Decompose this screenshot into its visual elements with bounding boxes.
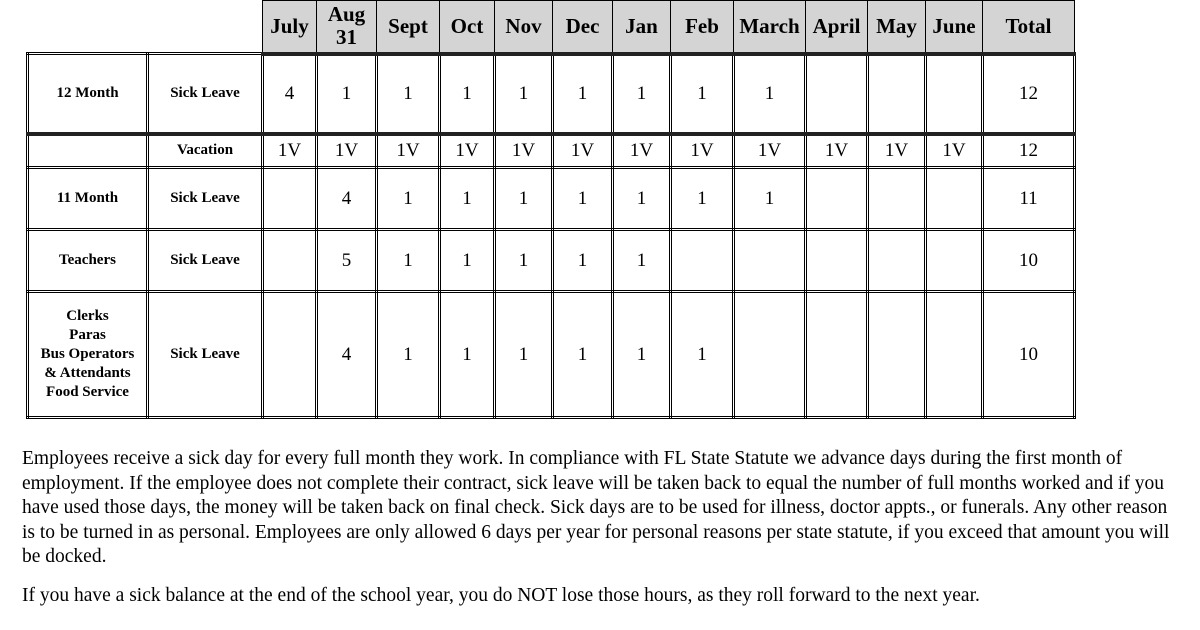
month-value-cell	[868, 292, 926, 418]
month-value-cell	[868, 168, 926, 230]
month-value-cell	[926, 168, 983, 230]
month-value-cell: 1	[553, 54, 613, 134]
month-value-cell	[926, 54, 983, 134]
month-value-cell: 1	[317, 54, 377, 134]
month-value-cell	[868, 54, 926, 134]
month-value-cell: 5	[317, 230, 377, 292]
total-cell: 10	[983, 230, 1075, 292]
total-cell: 10	[983, 292, 1075, 418]
employee-group-line: Teachers	[59, 252, 116, 268]
month-value-cell	[734, 230, 806, 292]
total-cell: 12	[983, 134, 1075, 168]
month-value-cell: 1	[495, 292, 553, 418]
month-header: June	[926, 1, 983, 54]
total-header: Total	[983, 1, 1075, 54]
month-header: Nov	[495, 1, 553, 54]
month-value-cell: 1	[613, 54, 671, 134]
month-value-cell	[671, 230, 734, 292]
employee-group-cell	[28, 168, 148, 230]
month-value-cell: 1	[671, 168, 734, 230]
month-value-cell: 4	[317, 168, 377, 230]
employee-group-cell	[28, 292, 148, 418]
leave-row	[28, 168, 1075, 230]
leave-row	[28, 230, 1075, 292]
month-value-cell: 1	[734, 54, 806, 134]
month-header: March	[734, 1, 806, 54]
month-value-cell	[868, 230, 926, 292]
month-value-cell: 1	[440, 292, 495, 418]
month-value-cell	[806, 168, 868, 230]
employee-group-line: & Attendants	[44, 365, 131, 381]
month-value-cell	[806, 292, 868, 418]
employee-group-cell	[28, 134, 148, 168]
leave-schedule-table	[26, 0, 1076, 419]
month-header: Aug 31	[317, 1, 377, 54]
month-value-cell: 1	[377, 168, 440, 230]
leave-type-cell: Sick Leave	[148, 230, 263, 292]
month-header-row	[28, 1, 1075, 54]
leave-type-cell: Sick Leave	[148, 54, 263, 134]
month-value-cell: 1	[440, 54, 495, 134]
month-value-cell: 1V	[868, 134, 926, 168]
month-value-cell: 1V	[263, 134, 317, 168]
month-value-cell	[263, 168, 317, 230]
month-value-cell	[926, 292, 983, 418]
header-blank-cell	[148, 1, 263, 54]
rollover-paragraph: If you have a sick balance at the end of the school year, you do NOT lose those hours, as they roll forward to the next year.	[22, 584, 980, 606]
employee-group-line: Paras	[69, 327, 106, 343]
employee-group-cell	[28, 230, 148, 292]
month-value-cell: 1	[377, 230, 440, 292]
month-value-cell: 1V	[377, 134, 440, 168]
policy-paragraph: Employees receive a sick day for every full month they work. In compliance with FL State Statute we advance days during the first month of employment. If the employee does not complete their contract, sick leave will be taken back to equal the number of full months worked and if you have used those days, the money will be taken back on final check. Sick days are to be used for illness, doctor appts., or funerals. Any other reason is to be turned in as personal. Employees are only allowed 6 days per year for personal reasons per state statute, if you exceed that amount you will be docked.	[22, 448, 1170, 567]
month-value-cell: 1V	[440, 134, 495, 168]
month-header: Feb	[671, 1, 734, 54]
total-cell: 12	[983, 54, 1075, 134]
month-value-cell: 4	[263, 54, 317, 134]
employee-group-line: 12 Month	[56, 84, 119, 101]
employee-group-line: Food Service	[46, 384, 129, 400]
policy-notes	[22, 447, 1182, 622]
header-blank-cell	[28, 1, 148, 54]
total-cell: 11	[983, 168, 1075, 230]
employee-group-line: Bus Operators	[40, 346, 135, 362]
month-value-cell	[806, 54, 868, 134]
month-header: Dec	[553, 1, 613, 54]
month-value-cell: 1V	[671, 134, 734, 168]
month-value-cell: 1	[495, 54, 553, 134]
leave-type-cell: Sick Leave	[148, 168, 263, 230]
month-value-cell: 1	[440, 230, 495, 292]
month-value-cell: 1	[671, 54, 734, 134]
month-value-cell: 1	[495, 230, 553, 292]
month-value-cell: 4	[317, 292, 377, 418]
month-value-cell	[263, 292, 317, 418]
month-value-cell: 1	[377, 54, 440, 134]
month-value-cell: 1	[613, 168, 671, 230]
leave-row	[28, 134, 1075, 168]
employee-group-line: 11 Month	[56, 190, 119, 206]
month-value-cell	[806, 230, 868, 292]
employee-group-line: Clerks	[66, 308, 109, 324]
month-value-cell: 1	[440, 168, 495, 230]
month-value-cell: 1	[613, 292, 671, 418]
month-value-cell: 1	[553, 230, 613, 292]
month-value-cell: 1V	[495, 134, 553, 168]
month-value-cell: 1V	[806, 134, 868, 168]
month-value-cell: 1	[377, 292, 440, 418]
month-header: Jan	[613, 1, 671, 54]
month-value-cell: 1V	[317, 134, 377, 168]
month-header: April	[806, 1, 868, 54]
month-value-cell: 1V	[734, 134, 806, 168]
month-value-cell: 1V	[926, 134, 983, 168]
month-value-cell: 1	[553, 292, 613, 418]
leave-row	[28, 54, 1075, 134]
month-value-cell: 1	[613, 230, 671, 292]
month-value-cell: 1	[671, 292, 734, 418]
month-value-cell	[734, 292, 806, 418]
month-header: July	[263, 1, 317, 54]
month-value-cell: 1V	[613, 134, 671, 168]
month-header: May	[868, 1, 926, 54]
month-value-cell	[263, 230, 317, 292]
month-value-cell: 1	[553, 168, 613, 230]
leave-row	[28, 292, 1075, 418]
employee-group-cell	[28, 54, 148, 134]
month-value-cell: 1	[734, 168, 806, 230]
month-value-cell	[926, 230, 983, 292]
month-header: Oct	[440, 1, 495, 54]
month-value-cell: 1	[495, 168, 553, 230]
month-header: Sept	[377, 1, 440, 54]
month-value-cell: 1V	[553, 134, 613, 168]
leave-type-cell: Sick Leave	[148, 292, 263, 418]
leave-type-cell: Vacation	[148, 134, 263, 168]
